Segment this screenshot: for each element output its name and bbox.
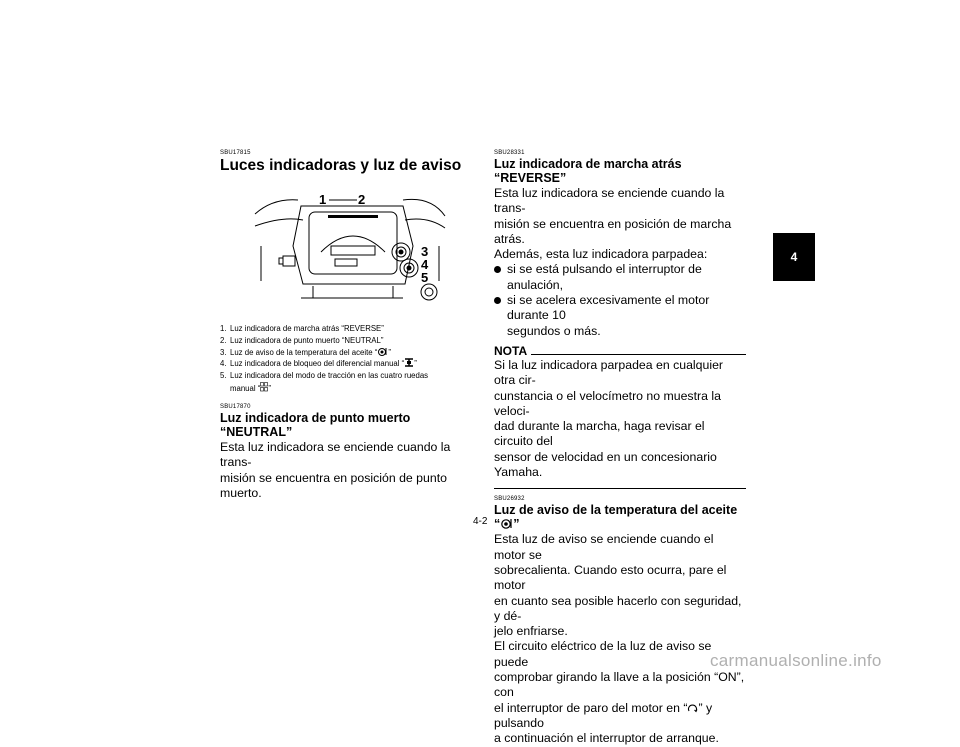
watermark: carmanualsonline.info — [710, 651, 882, 670]
engine-run-icon — [687, 703, 698, 713]
body-line: cunstancia o el velocímetro no muestra la veloci- — [494, 388, 721, 418]
body-line: a continuación el interruptor de arranque. — [494, 731, 719, 746]
caption-item: 1. Luz indicadora de marcha atrás “REVERSE” — [220, 324, 384, 333]
oil-temperature-icon — [377, 347, 388, 356]
subsection-title: Luz indicadora de marcha atrás “REVERSE” — [494, 157, 682, 185]
section-code: SBU26932 — [494, 496, 525, 503]
body-line: sensor de velocidad en un concesionario Yamaha. — [494, 449, 717, 480]
caption-item: 2. Luz indicadora de punto muerto “NEUTRAL” — [220, 335, 384, 345]
diff-lock-icon — [404, 358, 414, 367]
oil-temp-section — [494, 496, 746, 746]
subsection-title: Luz de aviso de la temperatura del aceite “ ” — [494, 503, 738, 532]
left-column — [220, 150, 472, 175]
nota-box — [494, 344, 746, 489]
figure-label: 5 — [421, 270, 429, 285]
section-title: Luces indicadoras y luz de aviso — [220, 157, 462, 174]
body-line: Si la luz indicadora parpadea en cualquier otra cir- — [494, 357, 724, 388]
caption-item: 5. Luz indicadora del modo de tracción en las cuatro ruedas — [220, 371, 429, 381]
bullet-icon — [494, 266, 501, 273]
section-code: SBU17870 — [220, 404, 251, 410]
caption-item: 3. Luz de aviso de la temperatura del aceite “ ” — [220, 347, 391, 357]
figure-label: 3 — [421, 244, 429, 259]
figure-label: 1 — [319, 192, 327, 207]
body-line: misión se encuentra en posición de marcha atrás. — [494, 216, 732, 246]
caption-item-cont: manual “ ” — [230, 383, 271, 393]
figure-label: 2 — [358, 192, 366, 207]
neutral-section — [220, 404, 475, 501]
body-line: jelo enfriarse. — [494, 624, 568, 639]
nota-label: NOTA — [494, 343, 528, 358]
body-line: El circuito eléctrico de la luz de aviso se puede — [494, 639, 712, 669]
bullet-item: si se acelera excesivamente el motor durante 10 segundos o más. — [494, 293, 746, 339]
body-line: el interruptor de paro del motor en “ ” y pulsando — [494, 700, 713, 730]
subsection-title: Luz indicadora de punto muerto “NEUTRAL” — [220, 411, 411, 439]
section-tab: 4 — [773, 233, 815, 281]
body-line: Esta luz indicadora se enciende cuando la trans- — [220, 440, 451, 470]
section-code: SBU17815 — [220, 150, 251, 156]
body-line: comprobar girando la llave a la posición “ON”, con — [494, 670, 745, 700]
page-number: 4-2 — [473, 516, 488, 527]
nota-divider — [494, 488, 746, 489]
body-line: Esta luz indicadora se enciende cuando la trans- — [494, 186, 725, 216]
body-line: Esta luz de aviso se enciende cuando el motor se — [494, 532, 714, 562]
figure-captions — [220, 323, 480, 395]
body-line: dad durante la marcha, haga revisar el circuito del — [494, 419, 705, 449]
section-code: SBU28331 — [494, 150, 525, 156]
oil-temperature-icon — [500, 518, 513, 529]
body-line: en cuanto sea posible hacerlo con seguridad, y dé- — [494, 593, 742, 623]
caption-item: 4. Luz indicadora de bloqueo del diferencial manual “ ” — [220, 359, 417, 369]
body-line: sobrecalienta. Cuando esto ocurra, pare el motor — [494, 562, 727, 593]
instrument-panel-figure — [253, 186, 448, 306]
bullet-item: si se está pulsando el interruptor de anulación, — [494, 262, 746, 293]
body-line: misión se encuentra en posición de punto muerto. — [220, 470, 447, 500]
bullet-icon — [494, 297, 501, 304]
figure-label: 4 — [421, 257, 429, 272]
body-line: Además, esta luz indicadora parpadea: — [494, 247, 708, 262]
right-column — [494, 150, 746, 747]
